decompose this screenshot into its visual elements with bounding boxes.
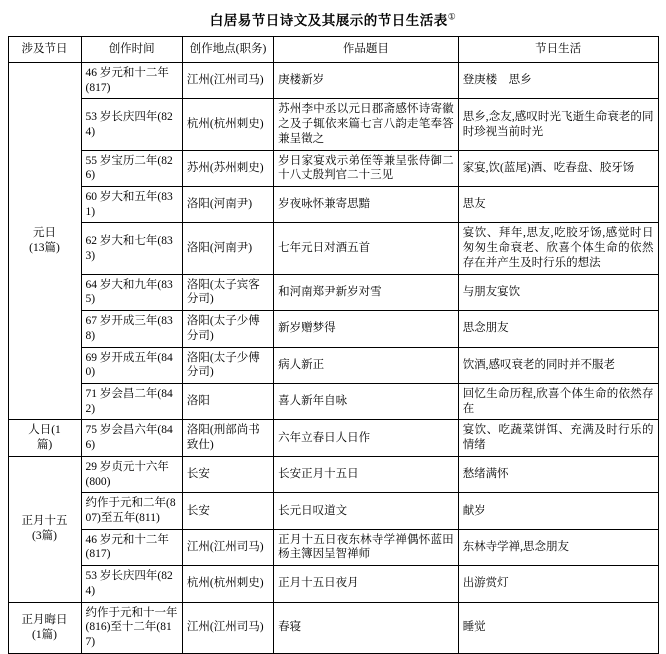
category-cell-zhengyue-huiri (8, 602, 81, 653)
life-cell: 思乡,念友,感叹时光飞逝生命衰老的同时珍视当前时光 (458, 99, 658, 150)
table-row (8, 311, 658, 347)
life-cell: 东林寺学禅,思念朋友 (458, 529, 658, 565)
category-label-line: 正月十五 (21, 515, 68, 528)
place-cell: 杭州(杭州刺史) (182, 99, 273, 150)
table-row (8, 63, 658, 99)
time-cell: 69 岁开成五年(840) (81, 347, 182, 383)
work-cell: 七年元日对酒五首 (274, 223, 459, 274)
life-cell: 出游赏灯 (458, 566, 658, 602)
life-cell: 思友 (458, 187, 658, 223)
life-cell: 与朋友宴饮 (458, 274, 658, 310)
document-page (0, 9, 666, 648)
table-row (8, 383, 658, 419)
category-label-line: 正月晦日 (21, 613, 68, 626)
table-row (8, 187, 658, 223)
time-cell: 60 岁大和五年(831) (81, 187, 182, 223)
time-cell: 67 岁开成三年(838) (81, 311, 182, 347)
time-cell: 64 岁大和九年(835) (81, 274, 182, 310)
table-header-row (8, 37, 658, 63)
life-cell: 献岁 (458, 493, 658, 529)
column-header-work: 作品题目 (274, 37, 459, 63)
category-label-line: 元日 (33, 227, 56, 240)
time-cell: 约作于元和二年(807)至五年(811) (81, 493, 182, 529)
work-cell: 正月十五日夜月 (274, 566, 459, 602)
column-header-time: 创作时间 (81, 37, 182, 63)
work-cell: 庚楼新岁 (274, 63, 459, 99)
table-body (8, 63, 658, 654)
table-row (8, 529, 658, 565)
place-cell: 洛阳(太子少傅分司) (182, 347, 273, 383)
life-cell: 回忆生命历程,欣喜个体生命的依然存在 (458, 383, 658, 419)
life-cell: 宴饮、吃蔬菜饼饵、充满及时行乐的情绪 (458, 420, 658, 456)
life-cell: 登庚楼 思乡 (458, 63, 658, 99)
place-cell: 洛阳(刑部尚书致仕) (182, 420, 273, 456)
work-cell: 春寝 (274, 602, 459, 653)
life-cell: 思念朋友 (458, 311, 658, 347)
place-cell: 江州(江州司马) (182, 529, 273, 565)
time-cell: 75 岁会昌六年(846) (81, 420, 182, 456)
place-cell: 洛阳(太子少傅分司) (182, 311, 273, 347)
work-cell: 岁日家宴戏示弟侄等兼呈张侍御二十八丈殷判官二十三见 (274, 150, 459, 186)
place-cell: 长安 (182, 456, 273, 492)
table-row (8, 566, 658, 602)
place-cell: 洛阳(河南尹) (182, 187, 273, 223)
work-cell: 病人新正 (274, 347, 459, 383)
column-header-place: 创作地点(职务) (182, 37, 273, 63)
work-cell: 长元日叹道文 (274, 493, 459, 529)
time-cell: 46 岁元和十二年(817) (81, 529, 182, 565)
page-title-footnote-marker: ① (447, 11, 457, 22)
table-row (8, 602, 658, 653)
time-cell: 46 岁元和十二年(817) (81, 63, 182, 99)
work-cell: 和河南郑尹新岁对雪 (274, 274, 459, 310)
time-cell: 55 岁宝历二年(826) (81, 150, 182, 186)
life-cell: 宴饮、拜年,思友,吃胶牙饧,感觉时日匆匆生命衰老、欣喜个体生命的依然存在并产生及时行乐的想法 (458, 223, 658, 274)
category-count-line: (3篇) (32, 530, 57, 543)
festival-poems-table (8, 36, 659, 654)
work-cell: 喜人新年自咏 (274, 383, 459, 419)
column-header-category: 涉及节日 (8, 37, 81, 63)
table-row (8, 223, 658, 274)
life-cell: 愁绪满怀 (458, 456, 658, 492)
category-cell-zhengyue-shiwu (8, 456, 81, 602)
place-cell: 杭州(杭州刺史) (182, 566, 273, 602)
time-cell: 62 岁大和七年(833) (81, 223, 182, 274)
time-cell: 29 岁贞元十六年(800) (81, 456, 182, 492)
work-cell: 六年立春日人日作 (274, 420, 459, 456)
place-cell: 江州(江州司马) (182, 602, 273, 653)
life-cell: 家宴,饮(蓝尾)酒、吃春盘、胶牙饧 (458, 150, 658, 186)
place-cell: 洛阳(太子宾客分司) (182, 274, 273, 310)
table-row (8, 274, 658, 310)
place-cell: 洛阳(河南尹) (182, 223, 273, 274)
page-title-text: 白居易节日诗文及其展示的节日生活表 (209, 13, 448, 28)
work-cell: 长安正月十五日 (274, 456, 459, 492)
category-count-line: (1篇) (32, 628, 57, 641)
column-header-life: 节日生活 (458, 37, 658, 63)
table-row (8, 99, 658, 150)
place-cell: 洛阳 (182, 383, 273, 419)
work-cell: 正月十五日夜东林寺学禅偶怀蓝田杨主簿因呈智禅师 (274, 529, 459, 565)
category-count-line: 篇) (36, 439, 53, 452)
place-cell: 长安 (182, 493, 273, 529)
table-row (8, 347, 658, 383)
category-cell-yuanri (8, 63, 81, 420)
time-cell: 71 岁会昌二年(842) (81, 383, 182, 419)
category-count-line: (13篇) (29, 242, 60, 255)
life-cell: 饮酒,感叹衰老的同时并不服老 (458, 347, 658, 383)
table-header (8, 37, 658, 63)
table-row (8, 493, 658, 529)
table-row (8, 456, 658, 492)
place-cell: 江州(江州司马) (182, 63, 273, 99)
table-row (8, 420, 658, 456)
work-cell: 岁夜咏怀兼寄思黯 (274, 187, 459, 223)
work-cell: 苏州李中丞以元日郡斋感怀诗寄徽之及子辄依来篇七言八韵走笔奉答兼呈徵之 (274, 99, 459, 150)
life-cell: 睡觉 (458, 602, 658, 653)
category-label-line: 人日(1 (28, 424, 61, 437)
time-cell: 约作于元和十一年(816)至十二年(817) (81, 602, 182, 653)
page-title (0, 9, 666, 29)
work-cell: 新岁赠梦得 (274, 311, 459, 347)
place-cell: 苏州(苏州刺史) (182, 150, 273, 186)
table-row (8, 150, 658, 186)
time-cell: 53 岁长庆四年(824) (81, 99, 182, 150)
category-cell-renri (8, 420, 81, 456)
time-cell: 53 岁长庆四年(824) (81, 566, 182, 602)
